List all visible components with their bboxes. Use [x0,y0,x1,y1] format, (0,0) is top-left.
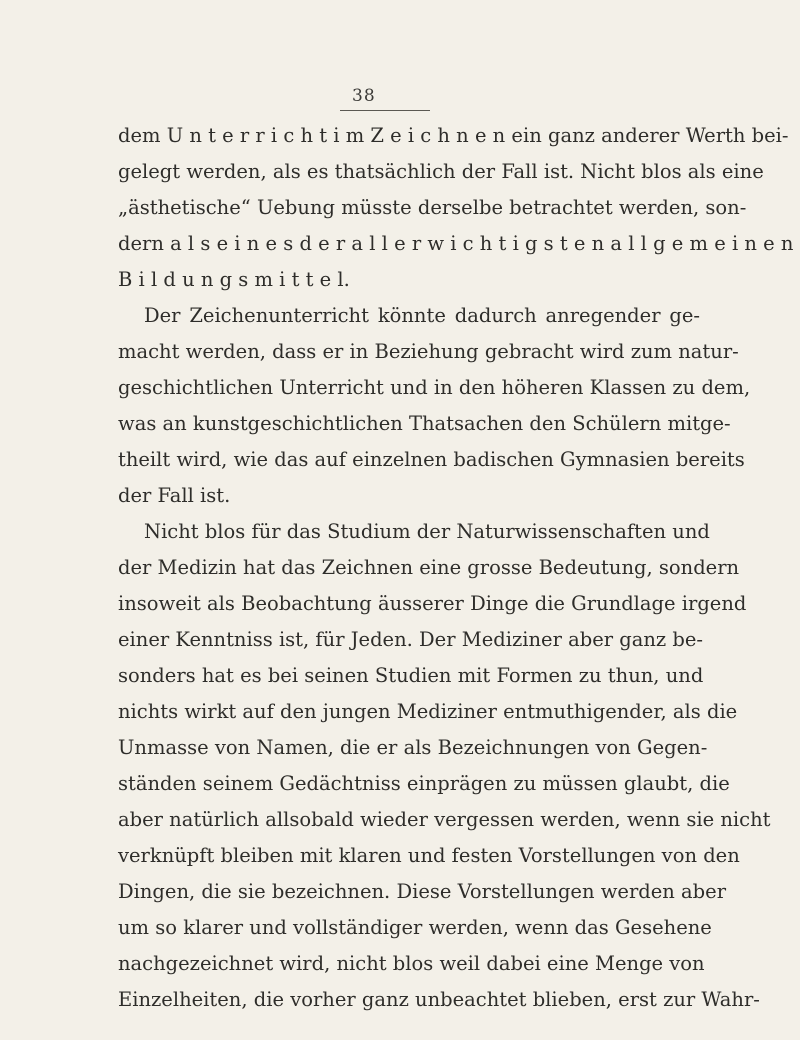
text-line: aber natürlich allsobald wieder vergessen werden, wenn sie nicht [118,808,771,831]
text-line: Einzelheiten, die vorher ganz unbeachtet blieben, erst zur Wahr- [118,988,760,1011]
text-line: sonders hat es bei seinen Studien mit Formen zu thun, und [118,664,704,687]
text-line: was an kunstgeschichtlichen Thatsachen den Schülern mitge- [118,412,731,435]
text-line: um so klarer und vollständiger werden, wenn das Gesehene [118,916,712,939]
text-line: „ästhetische“ Uebung müsste derselbe betrachtet werden, son- [118,196,747,219]
text-line: dern a l s e i n e s d e r a l l e r w i c h t i g s t e n a l l g e m e i n e n [118,232,794,255]
text-line: der Fall ist. [118,484,231,507]
text-line: dem U n t e r r i c h t i m Z e i c h n e n ein ganz anderer Werth bei- [118,124,789,147]
page-number-rule [340,110,430,111]
text-line: nichts wirkt auf den jungen Mediziner entmuthigender, als die [118,700,738,723]
text-line: theilt wird, wie das auf einzelnen badischen Gymnasien bereits [118,448,745,471]
text-line: macht werden, dass er in Beziehung gebracht wird zum natur- [118,340,739,363]
text-line: Unmasse von Namen, die er als Bezeichnungen von Gegen- [118,736,708,759]
text-line: ständen seinem Gedächtniss einprägen zu müssen glaubt, die [118,772,730,795]
text-line: gelegt werden, als es thatsächlich der Fall ist. Nicht blos als eine [118,160,764,183]
text-line: geschichtlichen Unterricht und in den höheren Klassen zu dem, [118,376,751,399]
text-line: Der Zeichenunterricht könnte dadurch anregender ge- [144,304,700,327]
text-line: nachgezeichnet wird, nicht blos weil dabei eine Menge von [118,952,705,975]
text-line: verknüpft bleiben mit klaren und festen Vorstellungen von den [118,844,740,867]
text-line: einer Kenntniss ist, für Jeden. Der Mediziner aber ganz be- [118,628,704,651]
text-line: der Medizin hat das Zeichnen eine grosse Bedeutung, sondern [118,556,740,579]
text-line: insoweit als Beobachtung äusserer Dinge die Grundlage irgend [118,592,747,615]
text-line: Dingen, die sie bezeichnen. Diese Vorstellungen werden aber [118,880,727,903]
page-number: 38 [352,86,376,106]
text-line: Nicht blos für das Studium der Naturwissenschaften und [144,520,710,543]
text-line: B i l d u n g s m i t t e l. [118,268,350,291]
